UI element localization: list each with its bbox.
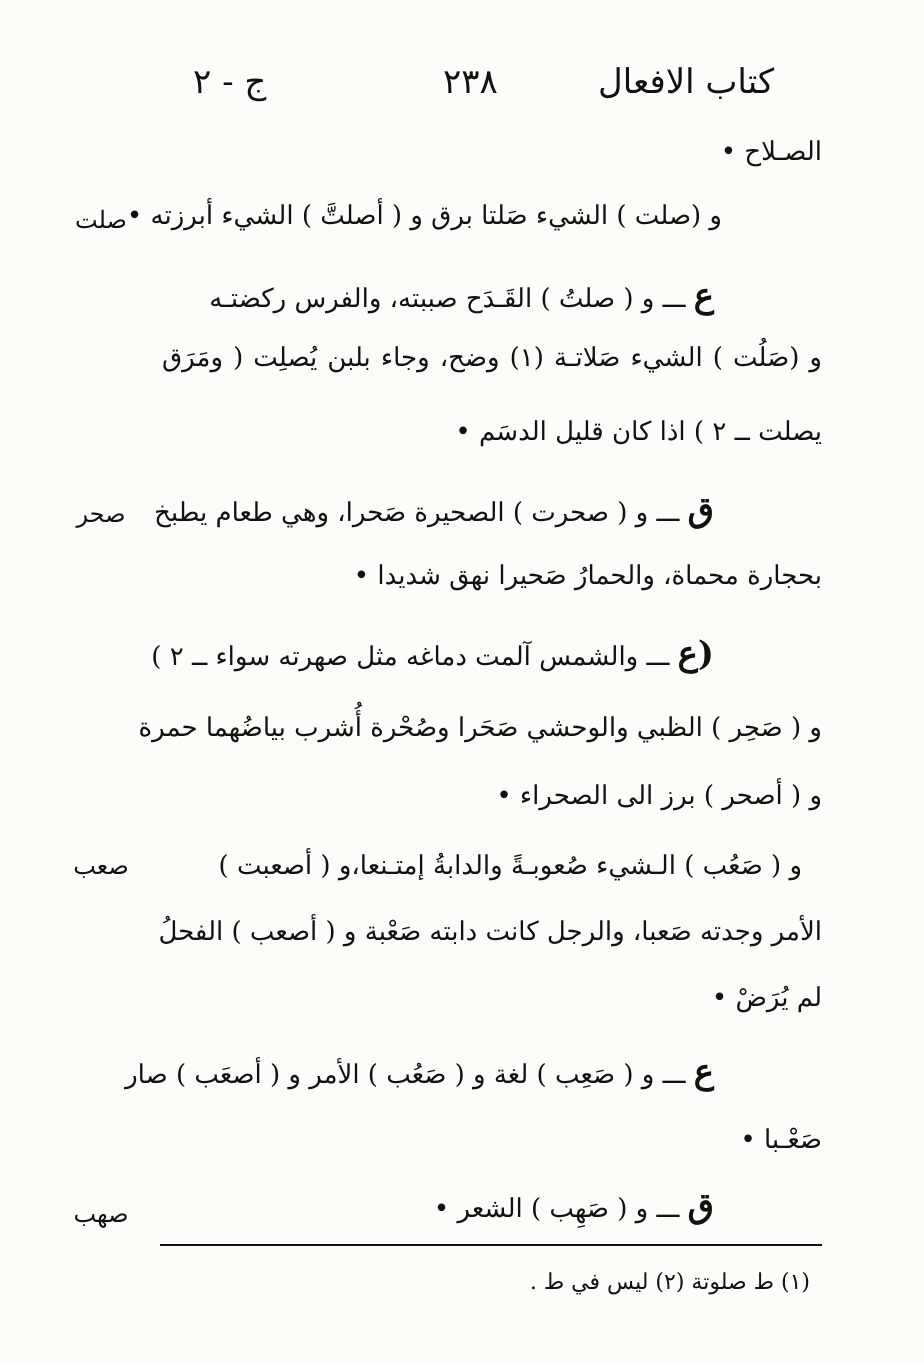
source-mark: (ع bbox=[677, 634, 714, 674]
volume-label: ج - ٢ bbox=[193, 62, 267, 102]
line-text: ـــ والشمس آلمت دماغه مثل صهرته سواء ــ ٢ ) bbox=[151, 642, 678, 672]
text-line: و ( صَحِر ) الظبي والوحشي صَحَرا وصُحْرة أُشرب بياضُهما حمرة bbox=[138, 713, 822, 743]
line-text: ـــ و ( صَعِب ) لغة و ( صَعُب ) الأمر و ( أصعَب ) صار bbox=[125, 1060, 694, 1090]
margin-root-word: صلت bbox=[75, 206, 127, 234]
running-title: كتاب الافعال bbox=[598, 62, 775, 102]
margin-root-word: صحر bbox=[76, 500, 126, 528]
text-line: بحجارة محماة، والحمارُ صَحيرا نهق شديدا • bbox=[353, 561, 822, 591]
footnote-separator bbox=[160, 1244, 822, 1246]
source-mark: ق bbox=[687, 1186, 714, 1226]
text-line: الأمر وجدته صَعبا، والرجل كانت دابته صَعْبة و ( أصعب ) الفحلُ bbox=[158, 917, 822, 947]
source-mark: ع bbox=[693, 276, 714, 316]
text-line: الصـلاح • bbox=[720, 137, 822, 167]
line-text: ـــ و ( صحرت ) الصحيرة صَحرا، وهي طعام يطبخ bbox=[154, 498, 688, 528]
text-line: لم يُرَضْ • bbox=[711, 983, 822, 1013]
text-line: يصلت ــ ٢ ) اذا كان قليل الدسَم • bbox=[455, 417, 822, 447]
text-line bbox=[151, 634, 714, 677]
text-line bbox=[154, 490, 714, 533]
text-line bbox=[125, 1052, 714, 1095]
source-mark: ق bbox=[687, 490, 714, 530]
page-number: ٢٣٨ bbox=[443, 62, 498, 102]
line-text: ـــ و ( صلتُ ) القَـدَح صببته، والفرس ركضتـه bbox=[209, 284, 694, 314]
text-line bbox=[162, 276, 714, 319]
footnote: (١) ط صلوتة (٢) ليس في ط . bbox=[529, 1270, 810, 1295]
text-line: و (صلت ) الشيء صَلتا برق و ( أصلتَّ ) الشيء أبرزته • bbox=[126, 201, 722, 231]
margin-root-word: صهب bbox=[73, 1200, 129, 1228]
text-line bbox=[162, 1186, 714, 1229]
text-line: و ( أصحر ) برز الى الصحراء • bbox=[496, 781, 822, 811]
text-line: صَعْـبا • bbox=[740, 1125, 822, 1155]
text-line: و (صَلُت ) الشيء صَلاتـة (١) وضح، وجاء بلبن يُصلِت ( ومَرَق bbox=[162, 343, 822, 373]
line-text: ـــ و ( صَهِب ) الشعر • bbox=[433, 1194, 688, 1224]
margin-root-word: صعب bbox=[73, 852, 129, 880]
source-mark: ع bbox=[693, 1052, 714, 1092]
text-line: و ( صَعُب ) الـشيء صُعوبـةً والدابةُ إمتـنعا،و ( أصعبت ) bbox=[218, 851, 802, 881]
